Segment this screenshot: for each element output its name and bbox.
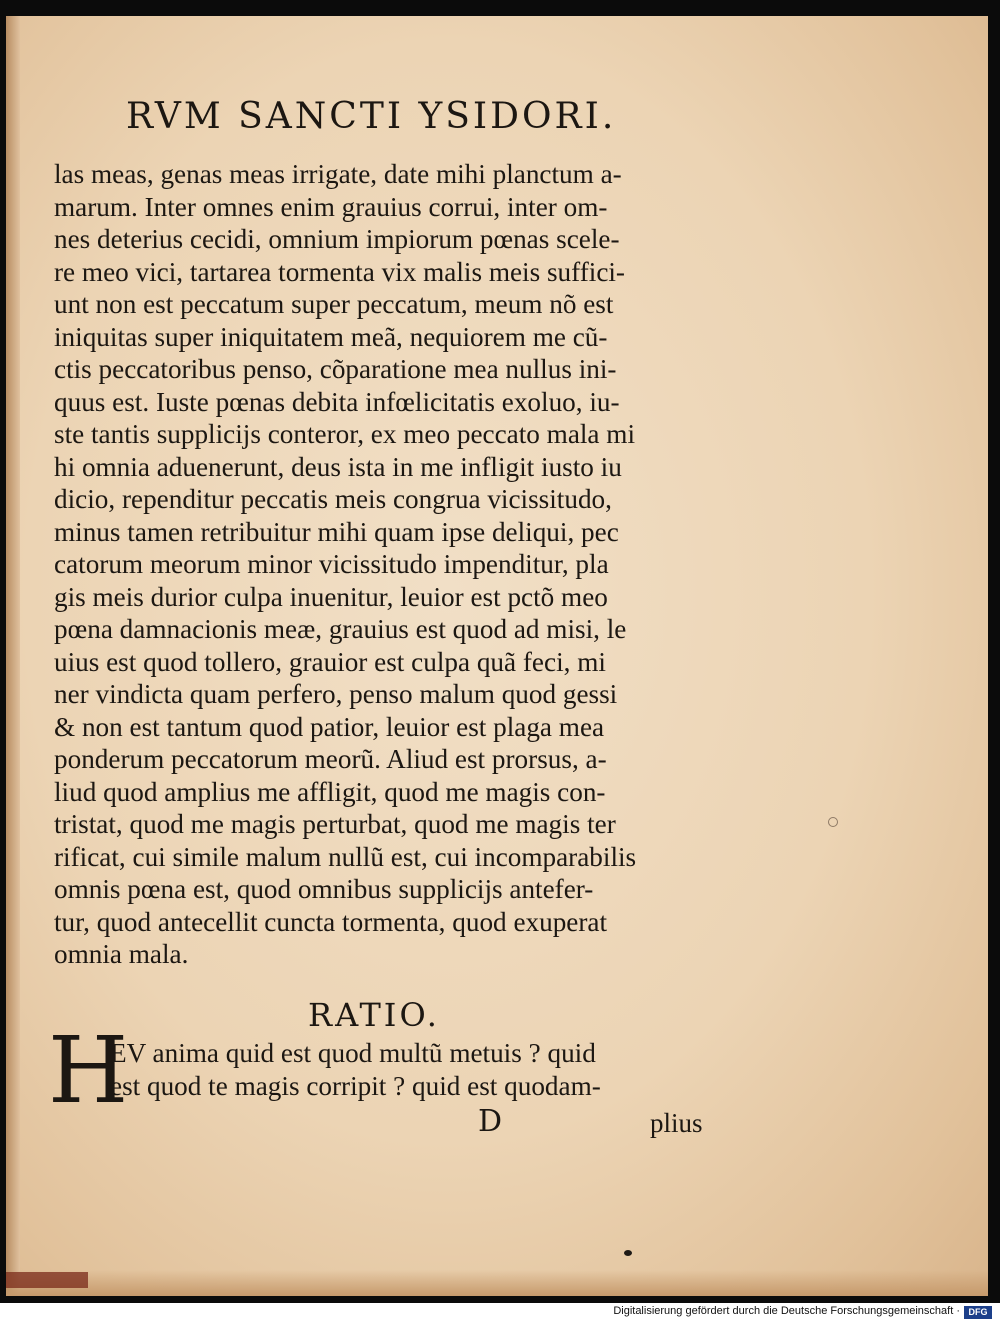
- red-edge-mark: [6, 1272, 88, 1288]
- text-line: ste tantis supplicijs conteror, ex meo peccato mala mi: [54, 419, 635, 449]
- dfg-logo-icon[interactable]: DFG: [964, 1306, 992, 1319]
- text-line: gis meis durior culpa inuenitur, leuior est pctõ meo: [54, 581, 608, 612]
- text-line: EV anima quid est quod multũ metuis ? quid: [110, 1038, 596, 1068]
- ink-spot: [624, 1250, 632, 1256]
- footer-credit: Digitalisierung gefördert durch die Deutsche Forschungsgemeinschaft ·: [613, 1305, 960, 1317]
- text-line: las meas, genas meas irrigate, date mihi planctum a-: [54, 159, 622, 189]
- text-line: tristat, quod me magis perturbat, quod me magis ter: [54, 809, 616, 839]
- text-line: & non est tantum quod patior, leuior est plaga mea: [54, 711, 605, 742]
- text-line: rificat, cui simile malum nullũ est, cui incomparabilis: [54, 841, 637, 872]
- text-line: re meo vici, tartarea tormenta vix malis meis suffici-: [54, 256, 625, 287]
- page-bottom-stain: [6, 1270, 988, 1296]
- text-line: minus tamen retribuitur mihi quam ipse deliqui, pec: [54, 516, 619, 547]
- text-line: uius est quod tollero, grauior est culpa quã feci, mi: [54, 646, 606, 677]
- text-line: tur, quod antecellit cuncta tormenta, quod exuperat: [54, 906, 608, 937]
- text-line: hi omnia aduenerunt, deus ista in me infligit iusto iu: [54, 451, 622, 482]
- text-line: nes deterius cecidi, omnium impiorum pœnas scele-: [54, 224, 620, 254]
- text-line: dicio, rependitur peccatis meis congrua vicissitudo,: [54, 484, 612, 514]
- text-line: quus est. Iuste pœnas debita infœlicitatis exoluo, iu-: [54, 386, 620, 417]
- decorated-initial: H: [48, 1017, 129, 1124]
- text-line: omnia mala.: [54, 939, 189, 969]
- paper-hole: [828, 817, 838, 827]
- text-line: omnis pœna est, quod omnibus supplicijs antefer-: [54, 874, 594, 904]
- text-line: catorum meorum minor vicissitudo impenditur, pla: [54, 549, 609, 579]
- text-line: marum. Inter omnes enim grauius corrui, inter om-: [54, 191, 608, 222]
- section-heading: RATIO.: [308, 996, 440, 1034]
- text-line: ponderum peccatorum meorũ. Aliud est prorsus, a-: [54, 744, 607, 774]
- running-head: RVM SANCTI YSIDORI.: [126, 96, 617, 137]
- page-edge-shadow: [6, 16, 20, 1296]
- text-line: unt non est peccatum super peccatum, meum nõ est: [54, 289, 614, 319]
- text-line: ctis peccatoribus penso, cõparatione mea nullus ini-: [54, 354, 617, 384]
- ratio-text: [110, 1036, 730, 1101]
- text-line: est quod te magis corripit ? quid est quodam-: [110, 1070, 601, 1101]
- signature-mark: D: [478, 1104, 503, 1139]
- text-line: ner vindicta quam perfero, penso malum quod gessi: [54, 679, 618, 709]
- body-text: [54, 158, 734, 971]
- footer-bar: [0, 1303, 1000, 1322]
- text-line: iniquitas super iniquitatem meã, nequiorem me cũ-: [54, 321, 608, 352]
- text-line: liud quod amplius me affligit, quod me magis con-: [54, 776, 606, 807]
- text-line: pœna damnacionis meæ, grauius est quod ad misi, le: [54, 614, 627, 644]
- catchword: plius: [650, 1108, 703, 1138]
